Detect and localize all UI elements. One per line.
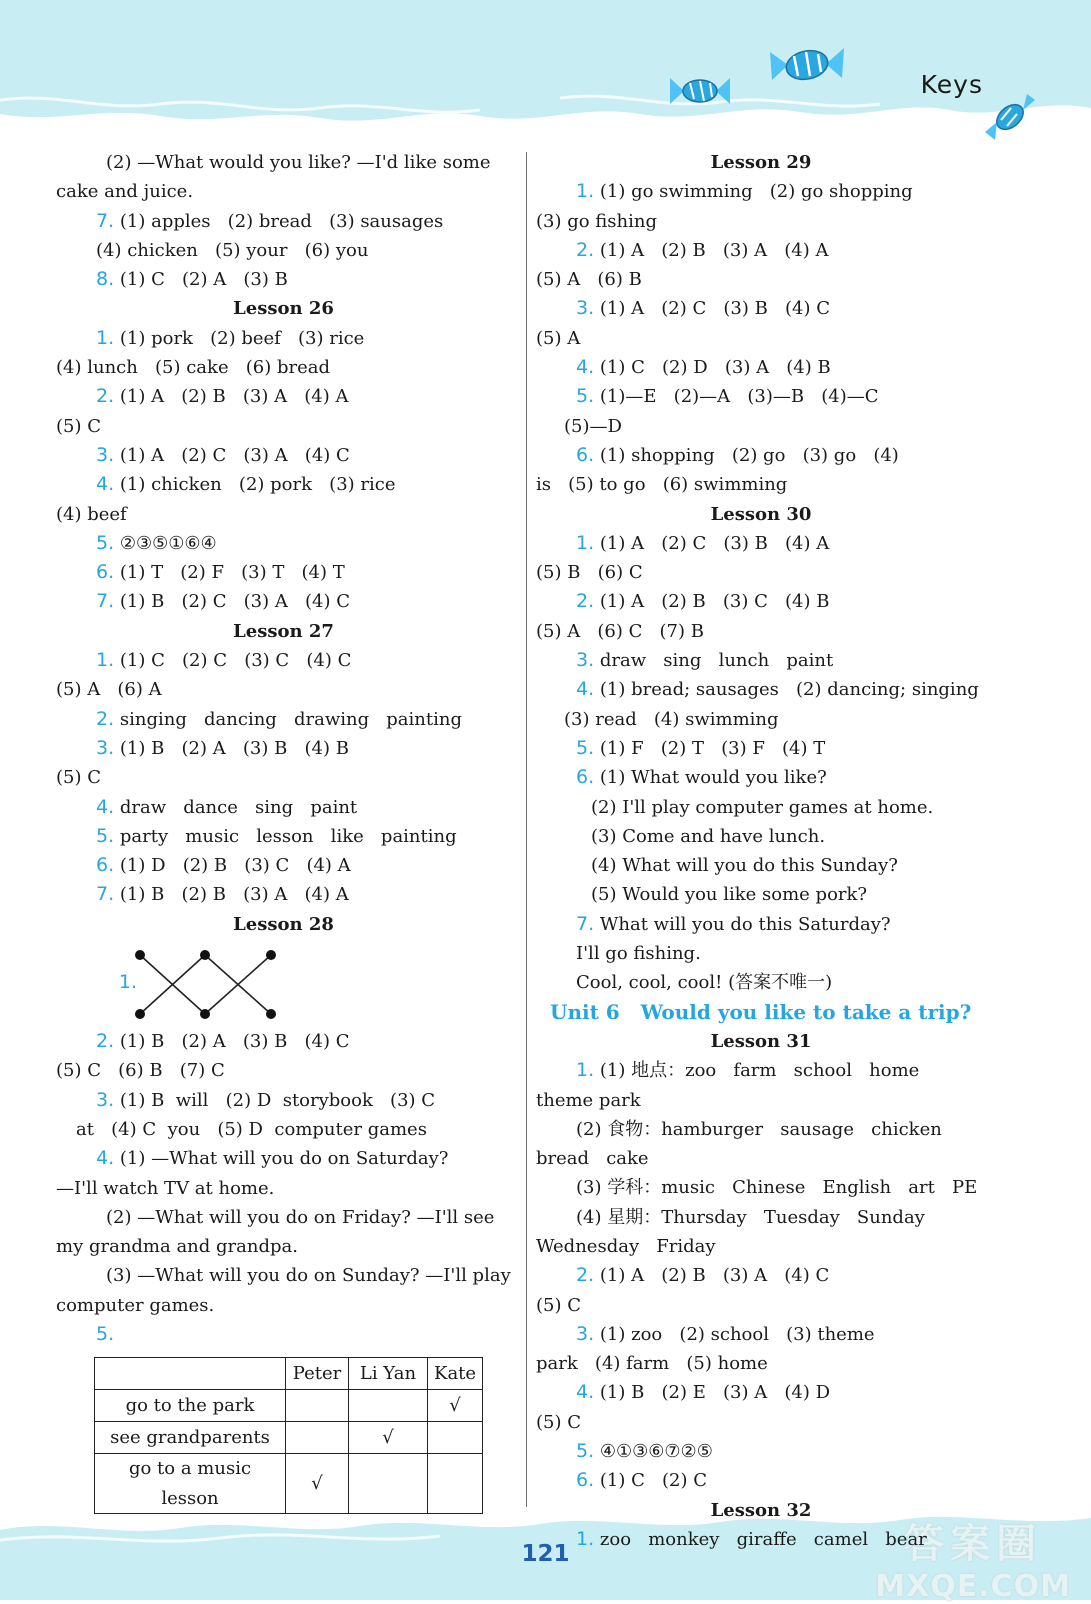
answer-line <box>56 529 511 558</box>
answer-text: draw sing lunch paint <box>599 650 834 672</box>
answer-text: (1) A (2) C (3) B (4) C <box>599 298 831 320</box>
answer-line: (4) beef <box>56 503 127 525</box>
answer-line: (5) C <box>536 1294 581 1316</box>
item-number: 5. <box>576 385 595 408</box>
item-number: 1. <box>576 1527 595 1550</box>
answer-line: park (4) farm (5) home <box>536 1353 768 1375</box>
watermark-line2: MXQE.COM <box>875 1569 1071 1604</box>
answer-line <box>536 910 986 939</box>
answer-text: What will you do this Saturday? <box>599 913 891 935</box>
table-cell <box>428 1422 483 1454</box>
answer-text: (1) A (2) B (3) A (4) A <box>599 239 829 261</box>
answer-line <box>536 587 986 616</box>
item-number: 5. <box>576 1440 595 1463</box>
answer-text: (1) B (2) A (3) B (4) B <box>119 737 349 759</box>
answer-line <box>536 294 986 323</box>
table-header-cell: Peter <box>286 1358 349 1390</box>
answer-text: (1) C (2) C (3) C (4) C <box>119 650 352 672</box>
table-cell <box>286 1422 349 1454</box>
answer-text: (1) 地点：zoo farm school home <box>599 1060 920 1082</box>
item-number: 7. <box>96 590 115 613</box>
answer-line <box>56 646 511 675</box>
answer-line <box>56 1086 511 1115</box>
answer-line: (2) I'll play computer games at home. <box>591 796 934 818</box>
item-number: 2. <box>576 238 595 261</box>
answer-line: (2) 食物：hamburger sausage chicken <box>576 1118 942 1140</box>
item-number: 5. <box>576 736 595 759</box>
item-number: 5. <box>96 824 115 847</box>
answer-text: (1) A (2) B (3) A (4) C <box>599 1265 830 1287</box>
answer-line: (3) Come and have lunch. <box>591 825 826 847</box>
answer-line: (5) A <box>536 327 581 349</box>
answer-line: (4) What will you do this Sunday? <box>591 855 898 877</box>
answer-text: (1) A (2) B (3) C (4) B <box>599 591 830 613</box>
item-number: 1. <box>576 531 595 554</box>
answer-line: (4) chicken (5) your (6) you <box>96 239 369 261</box>
answer-line <box>56 324 511 353</box>
item-number: 7. <box>576 912 595 935</box>
table-cell-activity: see grandparents <box>95 1422 286 1454</box>
lesson-heading: Lesson 32 <box>710 1499 812 1521</box>
item-number: 6. <box>96 854 115 877</box>
answer-text: singing dancing drawing painting <box>119 708 462 730</box>
lesson-heading: Lesson 30 <box>710 503 812 525</box>
item-number: 4. <box>96 473 115 496</box>
answer-line: (5) A (6) B <box>536 269 642 291</box>
answer-line: (3) —What will you do on Sunday? —I'll play <box>106 1265 511 1287</box>
table-cell-activity: go to a music lesson <box>95 1454 286 1514</box>
answer-line <box>536 1261 986 1290</box>
item-number: 4. <box>576 678 595 701</box>
column-divider <box>526 152 527 1507</box>
item-number: 7. <box>96 883 115 906</box>
table-cell <box>286 1390 349 1422</box>
answer-text: (1) F (2) T (3) F (4) T <box>599 737 826 759</box>
keys-label: Keys <box>920 70 983 99</box>
item-number: 4. <box>96 795 115 818</box>
answer-line: (4) lunch (5) cake (6) bread <box>56 357 331 379</box>
answer-text: (1) B will (2) D storybook (3) C <box>119 1089 436 1111</box>
answer-line: (2) —What will you do on Friday? —I'll see <box>106 1206 495 1228</box>
answer-line <box>536 1056 986 1085</box>
answer-line: (5) C (6) B (7) C <box>56 1060 225 1082</box>
item-number: 2. <box>576 1264 595 1287</box>
item-number: 3. <box>576 649 595 672</box>
item-number: 4. <box>576 356 595 379</box>
answer-text: (1) C (2) C <box>599 1470 708 1492</box>
answer-text: (1) A (2) C (3) B (4) A <box>599 532 830 554</box>
table-cell <box>349 1454 428 1514</box>
answer-line: (5) C <box>536 1411 581 1433</box>
item-number: 3. <box>96 1088 115 1111</box>
item-number: 3. <box>576 297 595 320</box>
answer-line <box>536 1525 986 1554</box>
table-header-cell <box>95 1358 286 1390</box>
answer-line <box>56 1027 511 1056</box>
answer-text: ④①③⑥⑦②⑤ <box>599 1441 713 1463</box>
answer-line: my grandma and grandpa. <box>56 1236 298 1258</box>
table-cell: √ <box>286 1454 349 1514</box>
answer-line <box>56 470 511 499</box>
lesson-heading: Lesson 29 <box>710 152 812 173</box>
table-cell-activity: go to the park <box>95 1390 286 1422</box>
answer-text: (1) zoo (2) school (3) theme <box>599 1323 875 1345</box>
answer-line <box>536 353 986 382</box>
answer-line: —I'll watch TV at home. <box>56 1177 275 1199</box>
answer-line: (4) 星期：Thursday Tuesday Sunday <box>576 1206 925 1228</box>
item-number: 4. <box>96 1147 115 1170</box>
answer-line <box>536 1437 986 1466</box>
answer-text: (1) B (2) A (3) B (4) C <box>119 1031 350 1053</box>
answer-line <box>536 441 986 470</box>
answer-line <box>536 1466 986 1495</box>
table-row <box>95 1454 483 1514</box>
answer-line: bread cake <box>536 1148 649 1170</box>
item-number: 1. <box>118 971 138 994</box>
item-number: 1. <box>576 180 595 203</box>
answer-line <box>536 763 986 792</box>
answer-text: (1) pork (2) beef (3) rice <box>119 327 365 349</box>
answer-text: draw dance sing paint <box>119 796 358 818</box>
answer-line <box>56 1320 511 1349</box>
lesson-heading: Lesson 26 <box>233 298 334 320</box>
answer-line <box>536 734 986 763</box>
matching-lines-diagram <box>134 949 284 1019</box>
answer-line <box>536 177 986 206</box>
answer-line <box>536 646 986 675</box>
item-number: 1. <box>576 1059 595 1082</box>
item-number: 6. <box>576 443 595 466</box>
answer-text: (1) T (2) F (3) T (4) T <box>119 562 345 584</box>
answer-text: (1) C (2) D (3) A (4) B <box>599 357 831 379</box>
answer-text: (1) A (2) B (3) A (4) A <box>119 386 349 408</box>
lesson-heading: Lesson 31 <box>710 1030 812 1052</box>
answer-line: theme park <box>536 1089 641 1111</box>
answer-line: (2) —What would you like? —I'd like some <box>106 152 491 173</box>
item-number: 4. <box>576 1381 595 1404</box>
answer-line: (5)—D <box>564 415 622 437</box>
left-column <box>56 148 511 1514</box>
item-number: 2. <box>96 707 115 730</box>
item-number: 5. <box>96 1322 115 1345</box>
table-cell <box>428 1454 483 1514</box>
answer-text: (1) B (2) E (3) A (4) D <box>599 1382 831 1404</box>
item-number: 3. <box>96 443 115 466</box>
answer-line: I'll go fishing. <box>576 943 701 965</box>
answer-line: (5) A (6) C (7) B <box>536 620 704 642</box>
answer-line <box>56 265 511 294</box>
answer-line: computer games. <box>56 1294 215 1316</box>
answer-line <box>56 1144 511 1173</box>
answer-line: Wednesday Friday <box>536 1235 716 1257</box>
answer-text: zoo monkey giraffe camel bear <box>599 1528 927 1550</box>
item-number: 3. <box>96 736 115 759</box>
unit-heading: Unit 6 Would you like to take a trip? <box>550 999 972 1024</box>
answer-line <box>56 851 511 880</box>
item-number: 2. <box>576 590 595 613</box>
item-number: 5. <box>96 531 115 554</box>
item-number: 7. <box>96 209 115 232</box>
answer-line <box>536 382 986 411</box>
answer-line: Cool, cool, cool! (答案不唯一) <box>576 972 833 994</box>
answer-line <box>56 441 511 470</box>
answer-text: (1) C (2) A (3) B <box>119 269 288 291</box>
answer-text: (1) apples (2) bread (3) sausages <box>119 210 444 232</box>
item-number: 6. <box>576 1469 595 1492</box>
candy-icon <box>985 94 1035 140</box>
answer-text: (1) B (2) B (3) A (4) A <box>119 884 349 906</box>
item-number: 2. <box>96 385 115 408</box>
answer-line: is (5) to go (6) swimming <box>536 474 788 496</box>
item-number: 3. <box>576 1322 595 1345</box>
table-row <box>95 1422 483 1454</box>
answer-line: cake and juice. <box>56 181 194 203</box>
answer-text: (1)—E (2)—A (3)—B (4)—C <box>599 386 879 408</box>
watermark-line1: 答案圈 <box>904 1521 1043 1567</box>
answer-line <box>56 880 511 909</box>
table-header-cell: Kate <box>428 1358 483 1390</box>
answer-text: (1) chicken (2) pork (3) rice <box>119 474 396 496</box>
answer-line <box>536 236 986 265</box>
item-number: 1. <box>96 649 115 672</box>
item-number: 6. <box>576 766 595 789</box>
candy-icon <box>770 44 844 86</box>
answer-text: (1) shopping (2) go (3) go (4) <box>599 444 899 466</box>
answer-line <box>536 1378 986 1407</box>
lesson-heading: Lesson 28 <box>233 913 334 935</box>
table-cell: √ <box>349 1422 428 1454</box>
answer-line: (3) read (4) swimming <box>564 708 779 730</box>
candy-icon <box>670 74 730 108</box>
table-cell <box>349 1390 428 1422</box>
answer-text: ②③⑤①⑥④ <box>119 532 217 554</box>
answer-line: (3) 学科：music Chinese English art PE <box>576 1177 978 1199</box>
answer-line <box>56 793 511 822</box>
lesson-heading: Lesson 27 <box>233 620 334 642</box>
answer-line <box>56 558 511 587</box>
answer-text: (1) —What will you do on Saturday? <box>119 1148 449 1170</box>
answer-line: at (4) C you (5) D computer games <box>76 1118 427 1140</box>
answer-line: (5) C <box>56 415 101 437</box>
item-number: 6. <box>96 561 115 584</box>
answer-text: (1) go swimming (2) go shopping <box>599 181 913 203</box>
answer-line: (5) C <box>56 767 101 789</box>
table-row <box>95 1390 483 1422</box>
answer-line <box>56 734 511 763</box>
page-number: 121 <box>521 1541 570 1567</box>
table-header-row <box>95 1358 483 1390</box>
answer-line <box>536 675 986 704</box>
answer-line <box>56 822 511 851</box>
item-number: 2. <box>96 1030 115 1053</box>
answer-line: (5) B (6) C <box>536 562 643 584</box>
table-header-cell: Li Yan <box>349 1358 428 1390</box>
answer-line <box>56 382 511 411</box>
answer-line: (5) Would you like some pork? <box>591 884 868 906</box>
answer-line <box>536 529 986 558</box>
answer-text: (1) D (2) B (3) C (4) A <box>119 855 351 877</box>
matching-exercise <box>56 939 511 1027</box>
answer-line <box>56 207 511 236</box>
table-cell: √ <box>428 1390 483 1422</box>
answer-text: (1) What would you like? <box>599 767 827 789</box>
answer-line <box>56 705 511 734</box>
right-column <box>536 148 986 1554</box>
item-number: 8. <box>96 268 115 291</box>
answer-line: (3) go fishing <box>536 210 658 232</box>
answer-text: (1) bread; sausages (2) dancing; singing <box>599 679 979 701</box>
answer-line <box>56 587 511 616</box>
answer-text: (1) A (2) C (3) A (4) C <box>119 444 350 466</box>
activity-table <box>94 1357 483 1514</box>
answer-line <box>536 1320 986 1349</box>
item-number: 1. <box>96 326 115 349</box>
answer-line: (5) A (6) A <box>56 679 162 701</box>
answer-text: party music lesson like painting <box>119 825 457 847</box>
answer-text: (1) B (2) C (3) A (4) C <box>119 591 351 613</box>
